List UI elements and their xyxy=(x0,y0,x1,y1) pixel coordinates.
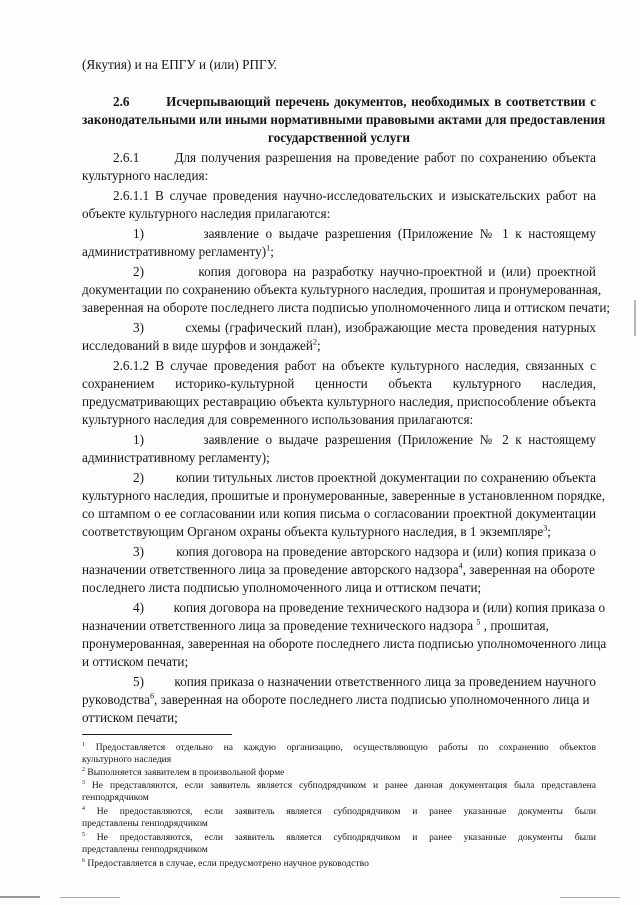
footnote xyxy=(82,806,596,818)
line-text: , заверенная на обороте xyxy=(462,562,595,577)
footnote-text: Выполняется заявителем в произвольной форме xyxy=(84,767,285,778)
text-line xyxy=(82,578,596,597)
line-text: законодательными или иными нормативными правовыми актами для предоставления xyxy=(82,112,606,127)
footnote xyxy=(82,792,596,804)
text-line xyxy=(82,634,607,653)
list-item xyxy=(133,224,596,243)
scan-artifact xyxy=(60,897,120,898)
line-text: ; xyxy=(270,244,274,259)
line-text: , прошитая, xyxy=(480,618,549,633)
line-text: 2) копия договора на разработку научно-проектной и (или) проектной xyxy=(133,264,596,279)
line-text: 2.6.1.2 В случае проведения работ на объекте культурного наследия, связанных с xyxy=(113,358,596,373)
text-line xyxy=(113,186,596,205)
line-text: заверенная на обороте последнего листа подписью уполномоченного лица и оттиском печати; xyxy=(82,300,611,315)
line-text: административному регламенту); xyxy=(82,450,270,465)
text-line xyxy=(82,204,596,223)
line-text: 2.6.1 Для получения разрешения на проведение работ по сохранению объекта xyxy=(113,150,596,165)
list-item xyxy=(133,598,606,617)
footnote-number: 6 xyxy=(82,857,85,864)
text-line xyxy=(82,652,596,671)
line-text: культурного наследия для современного использования прилагаются: xyxy=(82,412,474,427)
line-text: со штампом о ее согласовании или копия письма о согласовании проектной документации xyxy=(82,506,596,521)
line-text: 1) заявление о выдаче разрешения (Приложение № 1 к настоящему xyxy=(133,226,596,241)
footnote-text: Не предоставляются, если заявитель является субподрядчиком и ранее указанные документы были xyxy=(84,806,596,817)
list-item xyxy=(133,430,596,449)
footnote-ref: 5 xyxy=(476,617,481,627)
footnote-number: 5 xyxy=(82,831,85,838)
footnote-text: представлены генподрядчиком xyxy=(82,818,208,829)
line-text: ; xyxy=(317,338,321,353)
text-line xyxy=(82,242,596,261)
footnote-text: Не представляются, если заявитель является субподрядчиком и ранее данная документация была представлена xyxy=(84,780,596,791)
line-text: назначении ответственного лица за проведение технического надзора xyxy=(82,618,477,633)
text-line xyxy=(82,486,606,505)
footnote-ref: 2 xyxy=(312,337,318,347)
section-heading xyxy=(82,128,596,147)
line-text: исследований в виде шурфов и зондажей xyxy=(82,338,313,353)
line-text: культурного наследия: xyxy=(82,168,209,183)
text-line xyxy=(82,522,596,541)
footnote-number: 4 xyxy=(82,805,85,812)
text-line xyxy=(82,298,611,317)
text-line xyxy=(82,616,596,635)
section-heading xyxy=(82,110,606,129)
line-text: руководства xyxy=(82,692,150,707)
line-text: объекте культурного наследия прилагаются: xyxy=(82,206,331,221)
text-line xyxy=(113,148,596,167)
line-text: 3) схемы (графический план), изображающие места проведения натурных xyxy=(133,320,596,335)
footnote-text: Предоставляется отдельно на каждую организацию, осуществляющую работы по сохранению объектов xyxy=(84,742,596,753)
footnote-text: генподрядчиком xyxy=(82,792,149,803)
list-item xyxy=(133,468,596,487)
footnote-ref: 4 xyxy=(458,561,463,571)
footnote-text: Предоставляется в случае, если предусмотрено научное руководство xyxy=(84,858,369,869)
line-text: и оттиском печати; xyxy=(82,654,189,669)
line-text: предусматривающих реставрацию объекта культурного наследия, приспособление объекта xyxy=(82,394,596,409)
line-text: 2.6 Исчерпывающий перечень документов, необходимых в соответствии с xyxy=(113,94,596,109)
text-line xyxy=(82,392,596,411)
footnote-separator xyxy=(82,734,232,735)
text-line xyxy=(82,336,596,355)
list-item xyxy=(133,262,596,281)
line-text: 2.6.1.1 В случае проведения научно-исследовательских и изыскательских работ на xyxy=(113,188,596,203)
text-line xyxy=(113,356,596,375)
footnote xyxy=(82,832,596,844)
footnote-text: культурного наследия xyxy=(82,754,172,765)
line-text: сохранением историко-культурной ценности объекта культурного наследия, xyxy=(82,376,596,391)
footnote-ref: 3 xyxy=(543,523,548,533)
footnote-number: 1 xyxy=(82,741,85,748)
line-text: пронумерованная, заверенная на обороте последнего листа подписью уполномоченного лица xyxy=(82,636,607,651)
footnote xyxy=(82,742,596,754)
line-text: 5) копия приказа о назначении ответственного лица за проведением научного xyxy=(133,674,596,689)
text-line xyxy=(82,560,596,579)
line-text: , заверенная на обороте последнего листа подписью уполномоченного лица и xyxy=(154,692,590,707)
footnote xyxy=(82,780,596,792)
text-line xyxy=(82,448,596,467)
line-text: документации по сохранению объекта культурного наследия, прошитая и пронумерованная, xyxy=(82,282,602,297)
line-text: 3) копия договора на проведение авторского надзора и (или) копия приказа о xyxy=(133,544,596,559)
line-text: культурного наследия, прошитые и пронумерованные, заверенные в установленном порядке, xyxy=(82,488,606,503)
scan-artifact xyxy=(0,896,40,898)
line-text: государственной услуги xyxy=(268,130,410,145)
text-line xyxy=(82,166,596,185)
text-line xyxy=(82,280,602,299)
text-line xyxy=(82,410,596,429)
footnote xyxy=(82,754,596,766)
line-text: административному регламенту) xyxy=(82,244,267,259)
footnote xyxy=(82,767,596,779)
text-line xyxy=(82,690,596,709)
footnote xyxy=(82,818,596,830)
footnote-number: 3 xyxy=(82,779,85,786)
line-text: оттиском печати; xyxy=(82,710,178,725)
line-text: последнего листа подписью уполномоченного лица и оттиском печати; xyxy=(82,580,482,595)
line-text: (Якутия) и на ЕПГУ и (или) РПГУ. xyxy=(82,57,278,72)
section-heading xyxy=(113,92,596,111)
list-item xyxy=(133,542,596,561)
footnote-number: 2 xyxy=(82,766,85,773)
text-line xyxy=(82,55,596,74)
scan-artifact xyxy=(634,300,636,336)
footnote-text: представлены генподрядчиком xyxy=(82,844,208,855)
line-text: 2) копии титульных листов проектной документации по сохранению объекта xyxy=(133,470,596,485)
text-line xyxy=(82,374,596,393)
line-text: 1) заявление о выдаче разрешения (Приложение № 2 к настоящему xyxy=(133,432,596,447)
footnote-ref: 1 xyxy=(266,243,271,253)
footnote xyxy=(82,858,596,870)
line-text: назначении ответственного лица за проведение авторского надзора xyxy=(82,562,459,577)
list-item xyxy=(133,672,596,691)
footnote-ref: 6 xyxy=(149,691,155,701)
text-line xyxy=(82,504,596,523)
list-item xyxy=(133,318,596,337)
line-text: ; xyxy=(547,524,551,539)
text-line xyxy=(82,708,596,727)
scan-artifact xyxy=(560,897,620,898)
line-text: соответствующим Органом охраны объекта культурного наследия, в 1 экземпляре xyxy=(82,524,544,539)
line-text: 4) копия договора на проведение технического надзора и (или) копия приказа о xyxy=(133,600,606,615)
footnote xyxy=(82,844,596,856)
footnote-text: Не предоставляются, если заявитель является субподрядчиком и ранее указанные документы были xyxy=(84,832,596,843)
